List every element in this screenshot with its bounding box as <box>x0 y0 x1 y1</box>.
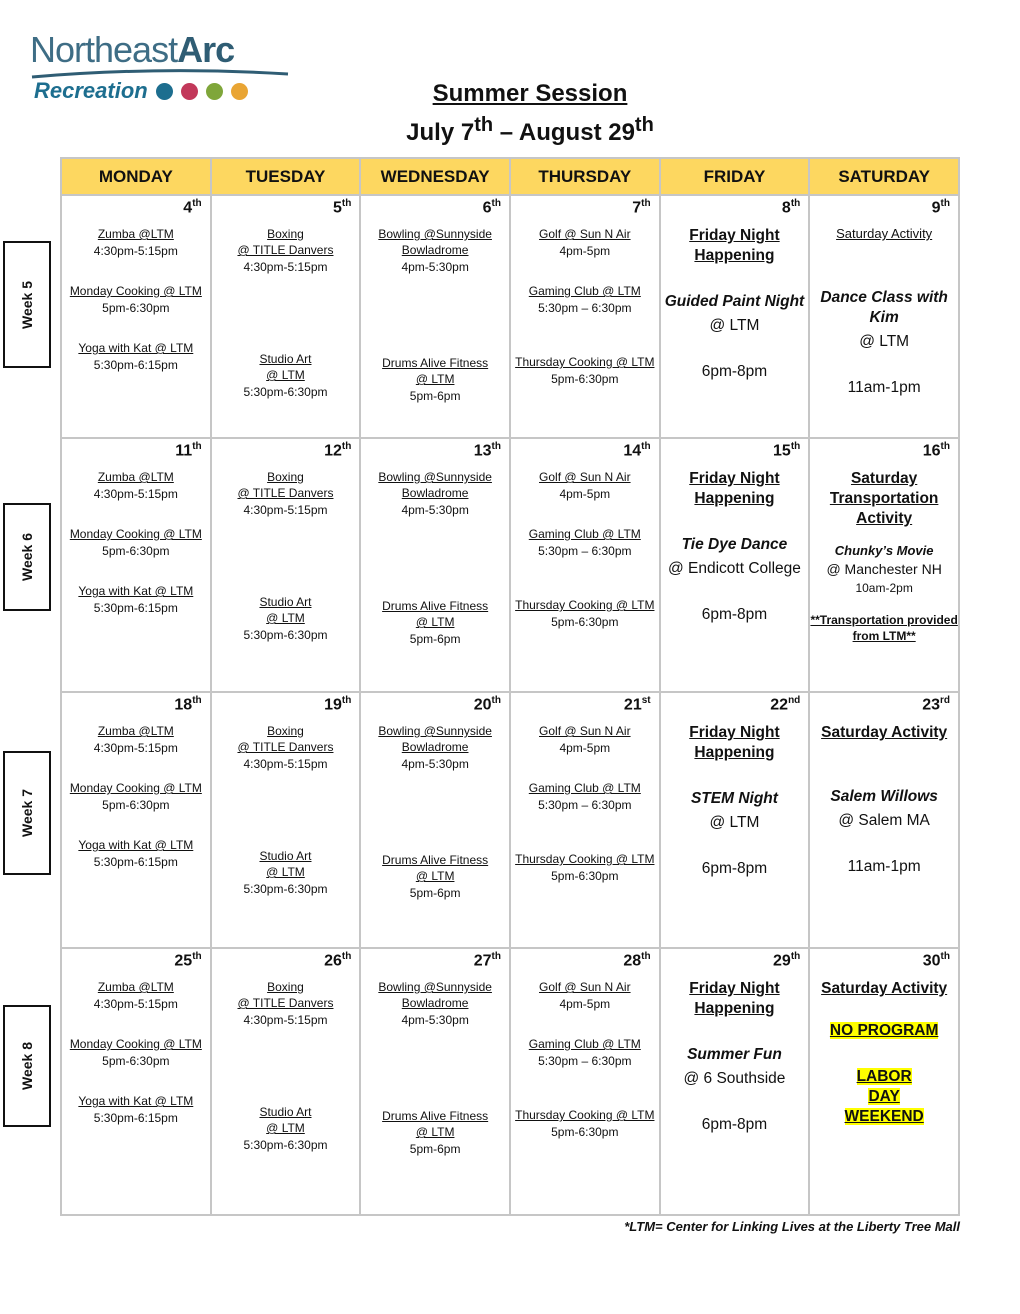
header-row <box>61 158 959 195</box>
day-number: 23rd <box>922 695 950 714</box>
week-row <box>61 195 959 438</box>
header-thursday: THURSDAY <box>510 158 660 195</box>
day-number: 19th <box>324 695 352 714</box>
day-number: 21st <box>623 695 651 714</box>
day-cell: 28th Golf @ Sun N Air 4pm-5pm Gaming Club @ LTM 5:30pm – 6:30pm Thursday Cooking @ LTM 5pm-6:30pm <box>510 948 660 1215</box>
header-friday: FRIDAY <box>660 158 810 195</box>
day-number: 18th <box>174 695 202 714</box>
day-number: 5th <box>332 198 352 217</box>
day-cell: 20th Bowling @Sunnyside Bowladrome 4pm-5:30pm Drums Alive Fitness @ LTM 5pm-6pm <box>360 692 510 948</box>
day-number: 6th <box>482 198 501 217</box>
day-number: 22nd <box>770 695 801 714</box>
day-number: 15th <box>773 441 801 460</box>
day-number: 12th <box>324 441 352 460</box>
page-title: Summer Session <box>432 80 628 107</box>
day-cell: 25th Zumba @LTM 4:30pm-5:15pm Monday Cooking @ LTM 5pm-6:30pm Yoga with Kat @ LTM 5:30pm-6:15pm <box>61 948 211 1215</box>
day-number: 30th <box>922 951 950 970</box>
week-row <box>61 438 959 692</box>
day-number: 28th <box>623 951 651 970</box>
day-cell: 5th Boxing @ TITLE Danvers 4:30pm-5:15pm Studio Art @ LTM 5:30pm-6:30pm <box>211 195 361 438</box>
day-cell: 15th Friday Night Happening Tie Dye Dance @ Endicott College 6pm-8pm <box>660 438 810 692</box>
day-cell: 26th Boxing @ TITLE Danvers 4:30pm-5:15pm Studio Art @ LTM 5:30pm-6:30pm <box>211 948 361 1215</box>
day-cell: 21st Golf @ Sun N Air 4pm-5pm Gaming Club @ LTM 5:30pm – 6:30pm Thursday Cooking @ LTM 5pm-6:30pm <box>510 692 660 948</box>
logo-recreation: Recreation <box>34 78 148 103</box>
day-number: 26th <box>324 951 352 970</box>
day-cell: 14th Golf @ Sun N Air 4pm-5pm Gaming Club @ LTM 5:30pm – 6:30pm Thursday Cooking @ LTM 5pm-6:30pm <box>510 438 660 692</box>
day-cell: 30th Saturday Activity NO PROGRAM LABOR DAY WEEKEND <box>809 948 959 1215</box>
day-number: 27th <box>473 951 501 970</box>
logo-wordmark: NortheastArc <box>30 29 235 70</box>
day-cell: 12th Boxing @ TITLE Danvers 4:30pm-5:15pm Studio Art @ LTM 5:30pm-6:30pm <box>211 438 361 692</box>
day-number: 11th <box>175 441 202 460</box>
day-cell: 4th Zumba @LTM 4:30pm-5:15pm Monday Cooking @ LTM 5pm-6:30pm Yoga with Kat @ LTM 5:30pm-6:15pm <box>61 195 211 438</box>
day-number: 13th <box>473 441 501 460</box>
day-number: 20th <box>473 695 501 714</box>
header-wednesday: WEDNESDAY <box>360 158 510 195</box>
week-label: Week 8 <box>3 1005 51 1127</box>
day-number: 4th <box>183 198 202 217</box>
day-number: 8th <box>781 198 801 217</box>
day-number: 9th <box>931 198 950 217</box>
footnote: *LTM= Center for Linking Lives at the Liberty Tree Mall <box>624 1219 960 1234</box>
day-number: 7th <box>632 198 651 217</box>
day-number: 29th <box>773 951 801 970</box>
day-cell: 18th Zumba @LTM 4:30pm-5:15pm Monday Cooking @ LTM 5pm-6:30pm Yoga with Kat @ LTM 5:30pm-6:15pm <box>61 692 211 948</box>
page-subtitle: July 7th – August 29th <box>406 114 654 146</box>
week-row <box>61 692 959 948</box>
day-number: 25th <box>174 951 202 970</box>
day-cell: 29th Friday Night Happening Summer Fun @ 6 Southside 6pm-8pm <box>660 948 810 1215</box>
day-cell: 9th Saturday Activity Dance Class with Kim @ LTM 11am-1pm <box>809 195 959 438</box>
no-program-badge: NO PROGRAM <box>829 1022 939 1039</box>
day-cell: 8th Friday Night Happening Guided Paint Night @ LTM 6pm-8pm <box>660 195 810 438</box>
day-number: 16th <box>922 441 950 460</box>
day-cell: 11th Zumba @LTM 4:30pm-5:15pm Monday Cooking @ LTM 5pm-6:30pm Yoga with Kat @ LTM 5:30pm-6:15pm <box>61 438 211 692</box>
day-cell: 23rd Saturday Activity Salem Willows @ Salem MA 11am-1pm <box>809 692 959 948</box>
week-label: Week 7 <box>3 751 51 875</box>
week-label: Week 6 <box>3 503 51 611</box>
day-cell: 13th Bowling @Sunnyside Bowladrome 4pm-5:30pm Drums Alive Fitness @ LTM 5pm-6pm <box>360 438 510 692</box>
day-cell: 7th Golf @ Sun N Air 4pm-5pm Gaming Club @ LTM 5:30pm – 6:30pm Thursday Cooking @ LTM 5pm-6:30pm <box>510 195 660 438</box>
day-cell: 6th Bowling @Sunnyside Bowladrome 4pm-5:30pm Drums Alive Fitness @ LTM 5pm-6pm <box>360 195 510 438</box>
day-number: 14th <box>623 441 651 460</box>
day-cell: 22nd Friday Night Happening STEM Night @ LTM 6pm-8pm <box>660 692 810 948</box>
day-cell: 16th Saturday Transportation Activity Chunky’s Movie @ Manchester NH 10am-2pm **Transportation provided from LTM** <box>809 438 959 692</box>
labor-day-badge: LABOR DAY WEEKEND <box>844 1068 924 1125</box>
header-tuesday: TUESDAY <box>211 158 361 195</box>
calendar-table <box>60 157 960 1216</box>
day-cell: 27th Bowling @Sunnyside Bowladrome 4pm-5:30pm Drums Alive Fitness @ LTM 5pm-6pm <box>360 948 510 1215</box>
day-cell: 19th Boxing @ TITLE Danvers 4:30pm-5:15pm Studio Art @ LTM 5:30pm-6:30pm <box>211 692 361 948</box>
header-monday: MONDAY <box>61 158 211 195</box>
header-saturday: SATURDAY <box>809 158 959 195</box>
week-label: Week 5 <box>3 241 51 368</box>
week-row <box>61 948 959 1215</box>
